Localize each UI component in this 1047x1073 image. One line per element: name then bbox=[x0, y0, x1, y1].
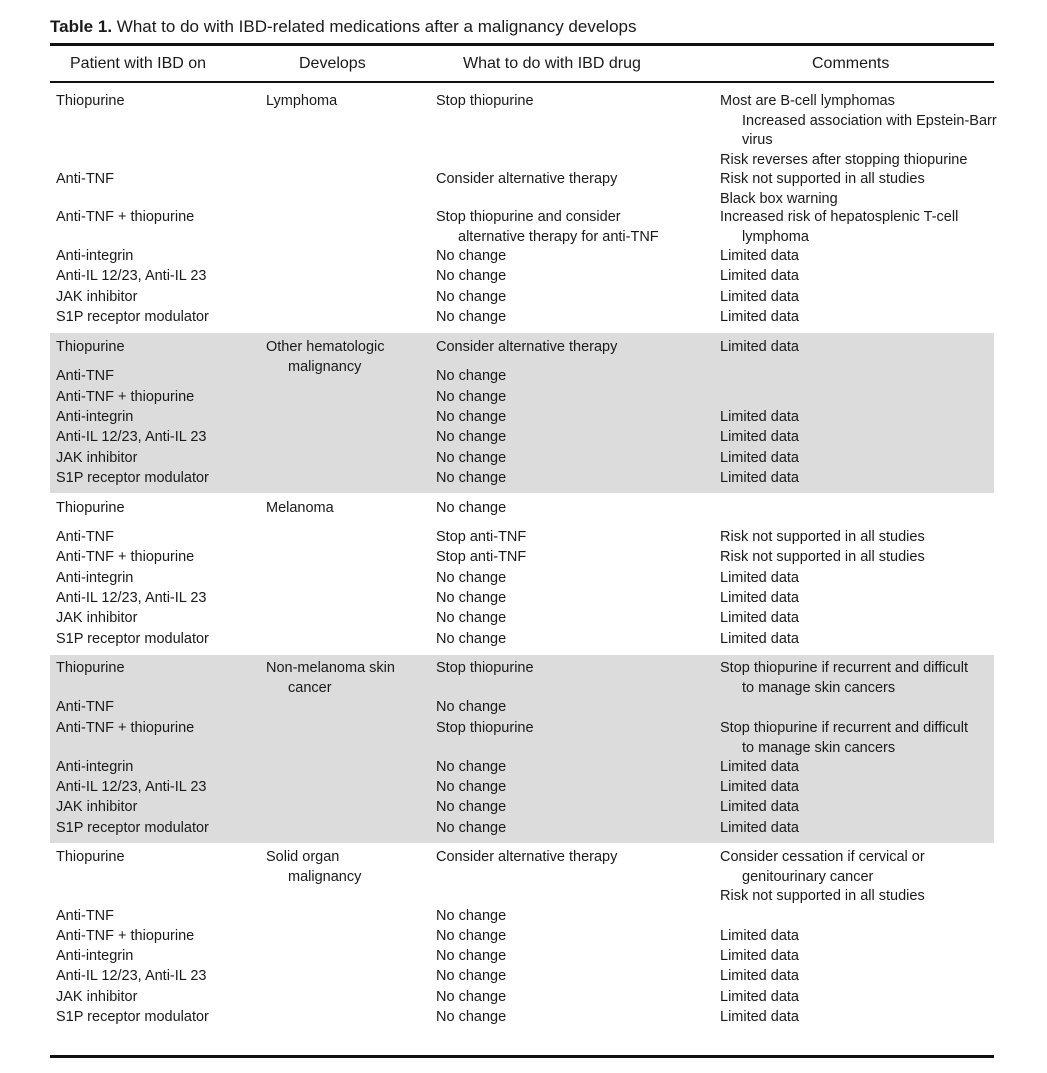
action-cell-line: No change bbox=[436, 450, 507, 466]
action-cell-line: No change bbox=[436, 429, 507, 445]
comments-cell-line: to manage skin cancers bbox=[742, 739, 896, 756]
drug-cell: Anti-integrin bbox=[56, 759, 134, 775]
action-cell-line: No change bbox=[436, 928, 507, 944]
action-cell-line: No change bbox=[436, 1009, 507, 1025]
drug-cell: Thiopurine bbox=[56, 500, 125, 516]
action-cell-line: Stop thiopurine and consider bbox=[436, 209, 621, 225]
comments-cell-line: Limited data bbox=[720, 820, 799, 836]
action-cell-line: Stop anti-TNF bbox=[436, 529, 527, 545]
comments-cell-line: Limited data bbox=[720, 289, 799, 305]
drug-cell: Anti-TNF + thiopurine bbox=[56, 928, 195, 944]
develops-cell-line: cancer bbox=[288, 679, 332, 696]
drug-cell: Thiopurine bbox=[56, 849, 125, 865]
comments-cell bbox=[720, 659, 968, 698]
comments-cell bbox=[720, 609, 799, 629]
comments-cell bbox=[720, 819, 799, 839]
comments-cell-line: Limited data bbox=[720, 928, 799, 944]
top-rule bbox=[50, 43, 994, 46]
action-cell bbox=[436, 907, 506, 927]
comments-cell bbox=[720, 758, 799, 778]
comments-cell-line: virus bbox=[742, 132, 773, 148]
comments-cell-line: Risk not supported in all studies bbox=[720, 171, 925, 187]
comments-cell-line: lymphoma bbox=[742, 228, 809, 245]
comments-cell bbox=[720, 338, 799, 358]
action-cell bbox=[436, 659, 534, 679]
drug-cell: Anti-TNF bbox=[56, 368, 114, 384]
action-cell-line: No change bbox=[436, 268, 507, 284]
drug-cell: Anti-TNF + thiopurine bbox=[56, 720, 195, 736]
comments-cell bbox=[720, 798, 799, 818]
drug-cell: Anti-TNF + thiopurine bbox=[56, 209, 195, 225]
action-cell-line: Stop thiopurine bbox=[436, 93, 534, 109]
action-cell-line: No change bbox=[436, 779, 507, 795]
header-comments: Comments bbox=[812, 55, 890, 72]
drug-cell: Anti-integrin bbox=[56, 409, 134, 425]
action-cell-line: No change bbox=[436, 248, 507, 264]
drug-cell: Anti-integrin bbox=[56, 948, 134, 964]
drug-cell: Anti-integrin bbox=[56, 248, 134, 264]
develops-cell-line: Other hematologic bbox=[266, 339, 385, 355]
comments-cell bbox=[720, 267, 799, 287]
action-cell-line: No change bbox=[436, 948, 507, 964]
comments-cell-line: Limited data bbox=[720, 799, 799, 815]
comments-cell-line: Limited data bbox=[720, 409, 799, 425]
comments-cell-line: Limited data bbox=[720, 470, 799, 486]
develops-cell-line: malignancy bbox=[288, 868, 362, 885]
action-cell bbox=[436, 947, 506, 967]
comments-cell bbox=[720, 428, 799, 448]
comments-cell-line: Risk not supported in all studies bbox=[720, 888, 925, 904]
comments-cell bbox=[720, 548, 925, 568]
action-cell-line: No change bbox=[436, 409, 507, 425]
table-label: Table 1. bbox=[50, 17, 113, 36]
comments-cell-line: Risk not supported in all studies bbox=[720, 529, 925, 545]
comments-cell-line: Increased risk of hepatosplenic T-cell bbox=[720, 209, 959, 225]
comments-cell-line: Limited data bbox=[720, 248, 799, 264]
comments-cell-line: Consider cessation if cervical or bbox=[720, 849, 925, 865]
action-cell bbox=[436, 449, 506, 469]
header-action: What to do with IBD drug bbox=[463, 55, 641, 72]
comments-cell-line: Stop thiopurine if recurrent and difficult bbox=[720, 660, 968, 676]
comments-cell-line: Limited data bbox=[720, 590, 799, 606]
action-cell bbox=[436, 988, 506, 1008]
drug-cell: Thiopurine bbox=[56, 339, 125, 355]
action-cell-line: No change bbox=[436, 289, 507, 305]
action-cell-line: Consider alternative therapy bbox=[436, 171, 618, 187]
drug-cell: JAK inhibitor bbox=[56, 289, 138, 305]
action-cell-line: No change bbox=[436, 989, 507, 1005]
action-cell bbox=[436, 967, 506, 987]
drug-cell: Anti-IL 12/23, Anti-IL 23 bbox=[56, 590, 207, 606]
action-cell bbox=[436, 927, 506, 947]
action-cell bbox=[436, 367, 506, 387]
action-cell bbox=[436, 819, 506, 839]
action-cell bbox=[436, 1008, 506, 1028]
action-cell-line: No change bbox=[436, 610, 507, 626]
develops-cell bbox=[266, 499, 334, 519]
comments-cell-line: Limited data bbox=[720, 989, 799, 1005]
comments-cell bbox=[720, 208, 958, 247]
drug-cell: Anti-TNF bbox=[56, 908, 114, 924]
comments-cell-line: Limited data bbox=[720, 268, 799, 284]
comments-cell bbox=[720, 569, 799, 589]
action-cell-line: Stop anti-TNF bbox=[436, 549, 527, 565]
action-cell bbox=[436, 569, 506, 589]
comments-cell-line: Stop thiopurine if recurrent and difficult bbox=[720, 720, 968, 736]
drug-cell: S1P receptor modulator bbox=[56, 1009, 209, 1025]
comments-cell-line: to manage skin cancers bbox=[742, 679, 896, 696]
action-cell-line: No change bbox=[436, 631, 507, 647]
drug-cell: Anti-integrin bbox=[56, 570, 134, 586]
action-cell bbox=[436, 170, 617, 190]
comments-cell bbox=[720, 1008, 799, 1028]
action-cell bbox=[436, 92, 534, 112]
action-cell-line: Consider alternative therapy bbox=[436, 849, 618, 865]
action-cell bbox=[436, 428, 506, 448]
comments-cell-line: Limited data bbox=[720, 610, 799, 626]
action-cell-line: No change bbox=[436, 590, 507, 606]
drug-cell: JAK inhibitor bbox=[56, 989, 138, 1005]
develops-cell bbox=[266, 92, 337, 112]
action-cell bbox=[436, 758, 506, 778]
comments-cell-line: genitourinary cancer bbox=[742, 868, 874, 885]
action-cell-line: No change bbox=[436, 500, 507, 516]
comments-cell bbox=[720, 528, 925, 548]
develops-cell bbox=[266, 338, 384, 377]
comments-cell-line: Risk reverses after stopping thiopurine bbox=[720, 151, 968, 168]
drug-cell: Thiopurine bbox=[56, 660, 125, 676]
comments-cell bbox=[720, 848, 925, 907]
comments-cell bbox=[720, 719, 968, 758]
action-cell bbox=[436, 778, 506, 798]
action-cell-line: No change bbox=[436, 368, 507, 384]
comments-cell-line: Limited data bbox=[720, 948, 799, 964]
table-group bbox=[50, 84, 997, 332]
action-cell-line: No change bbox=[436, 908, 507, 924]
action-cell-line: Consider alternative therapy bbox=[436, 339, 618, 355]
develops-cell bbox=[266, 659, 395, 698]
develops-cell-line: Non-melanoma skin bbox=[266, 660, 395, 676]
action-cell bbox=[436, 208, 659, 247]
action-cell-line: No change bbox=[436, 570, 507, 586]
table-group bbox=[50, 844, 994, 1054]
table-group bbox=[50, 494, 994, 654]
drug-cell: JAK inhibitor bbox=[56, 450, 138, 466]
comments-cell bbox=[720, 778, 799, 798]
comments-cell bbox=[720, 589, 799, 609]
action-cell-line: No change bbox=[436, 759, 507, 775]
comments-cell-line: Limited data bbox=[720, 339, 799, 355]
action-cell-line: No change bbox=[436, 799, 507, 815]
comments-cell-line: Increased association with Epstein-Barr bbox=[742, 112, 997, 129]
action-cell-line: No change bbox=[436, 820, 507, 836]
action-cell bbox=[436, 630, 506, 650]
action-cell bbox=[436, 388, 506, 408]
drug-cell: Anti-IL 12/23, Anti-IL 23 bbox=[56, 779, 207, 795]
action-cell bbox=[436, 499, 506, 519]
drug-cell: JAK inhibitor bbox=[56, 610, 138, 626]
action-cell bbox=[436, 589, 506, 609]
comments-cell bbox=[720, 247, 799, 267]
action-cell-line: No change bbox=[436, 309, 507, 325]
develops-cell-line: Melanoma bbox=[266, 500, 334, 516]
table-group bbox=[50, 333, 994, 493]
table-caption bbox=[50, 17, 637, 37]
action-cell-line: No change bbox=[436, 470, 507, 486]
drug-cell: S1P receptor modulator bbox=[56, 820, 209, 836]
comments-cell-line: Limited data bbox=[720, 631, 799, 647]
comments-cell-line: Limited data bbox=[720, 779, 799, 795]
develops-cell-line: Solid organ bbox=[266, 849, 340, 865]
action-cell bbox=[436, 308, 506, 328]
comments-cell bbox=[720, 988, 799, 1008]
header-develops: Develops bbox=[299, 55, 366, 72]
table-title: What to do with IBD-related medications after a malignancy develops bbox=[116, 17, 637, 36]
action-cell bbox=[436, 548, 526, 568]
comments-cell bbox=[720, 630, 799, 650]
drug-cell: JAK inhibitor bbox=[56, 799, 138, 815]
drug-cell: Anti-IL 12/23, Anti-IL 23 bbox=[56, 268, 207, 284]
drug-cell: Anti-IL 12/23, Anti-IL 23 bbox=[56, 968, 207, 984]
action-cell bbox=[436, 609, 506, 629]
action-cell-line: Stop thiopurine bbox=[436, 720, 534, 736]
action-cell bbox=[436, 247, 506, 267]
comments-cell bbox=[720, 449, 799, 469]
drug-cell: S1P receptor modulator bbox=[56, 631, 209, 647]
drug-cell: Anti-TNF bbox=[56, 529, 114, 545]
drug-cell: S1P receptor modulator bbox=[56, 309, 209, 325]
develops-cell-line: Lymphoma bbox=[266, 93, 338, 109]
comments-cell-line: Limited data bbox=[720, 968, 799, 984]
comments-cell-line: Risk not supported in all studies bbox=[720, 549, 925, 565]
comments-cell-line: Limited data bbox=[720, 759, 799, 775]
drug-cell: Anti-TNF bbox=[56, 171, 114, 187]
action-cell bbox=[436, 798, 506, 818]
develops-cell bbox=[266, 848, 361, 887]
comments-cell-line: Limited data bbox=[720, 450, 799, 466]
table-group bbox=[50, 655, 994, 843]
action-cell bbox=[436, 288, 506, 308]
comments-cell bbox=[720, 170, 925, 209]
action-cell-line: alternative therapy for anti-TNF bbox=[458, 228, 659, 245]
comments-cell-line: Limited data bbox=[720, 1009, 799, 1025]
action-cell bbox=[436, 698, 506, 718]
action-cell bbox=[436, 267, 506, 287]
action-cell-line: No change bbox=[436, 699, 507, 715]
comments-cell-line: Black box warning bbox=[720, 190, 838, 207]
action-cell-line: No change bbox=[436, 389, 507, 405]
comments-cell-line: Limited data bbox=[720, 570, 799, 586]
comments-cell bbox=[720, 288, 799, 308]
comments-cell bbox=[720, 927, 799, 947]
drug-cell: S1P receptor modulator bbox=[56, 470, 209, 486]
action-cell bbox=[436, 469, 506, 489]
bottom-rule bbox=[50, 1055, 994, 1058]
develops-cell-line: malignancy bbox=[288, 358, 362, 375]
action-cell bbox=[436, 408, 506, 428]
comments-cell-line: Limited data bbox=[720, 309, 799, 325]
action-cell bbox=[436, 719, 534, 739]
drug-cell: Anti-TNF + thiopurine bbox=[56, 549, 195, 565]
drug-cell: Anti-TNF + thiopurine bbox=[56, 389, 195, 405]
comments-cell bbox=[720, 408, 799, 428]
action-cell bbox=[436, 528, 526, 548]
action-cell-line: Stop thiopurine bbox=[436, 660, 534, 676]
comments-cell bbox=[720, 967, 799, 987]
comments-cell bbox=[720, 469, 799, 489]
action-cell-line: No change bbox=[436, 968, 507, 984]
comments-cell bbox=[720, 947, 799, 967]
header-rule bbox=[50, 81, 994, 83]
drug-cell: Anti-TNF bbox=[56, 699, 114, 715]
comments-cell bbox=[720, 308, 799, 328]
drug-cell: Anti-IL 12/23, Anti-IL 23 bbox=[56, 429, 207, 445]
drug-cell: Thiopurine bbox=[56, 93, 125, 109]
action-cell bbox=[436, 848, 617, 868]
header-patient-drug: Patient with IBD on bbox=[70, 55, 207, 72]
comments-cell bbox=[720, 92, 997, 170]
comments-cell-line: Most are B-cell lymphomas bbox=[720, 93, 895, 109]
comments-cell-line: Limited data bbox=[720, 429, 799, 445]
action-cell bbox=[436, 338, 617, 358]
